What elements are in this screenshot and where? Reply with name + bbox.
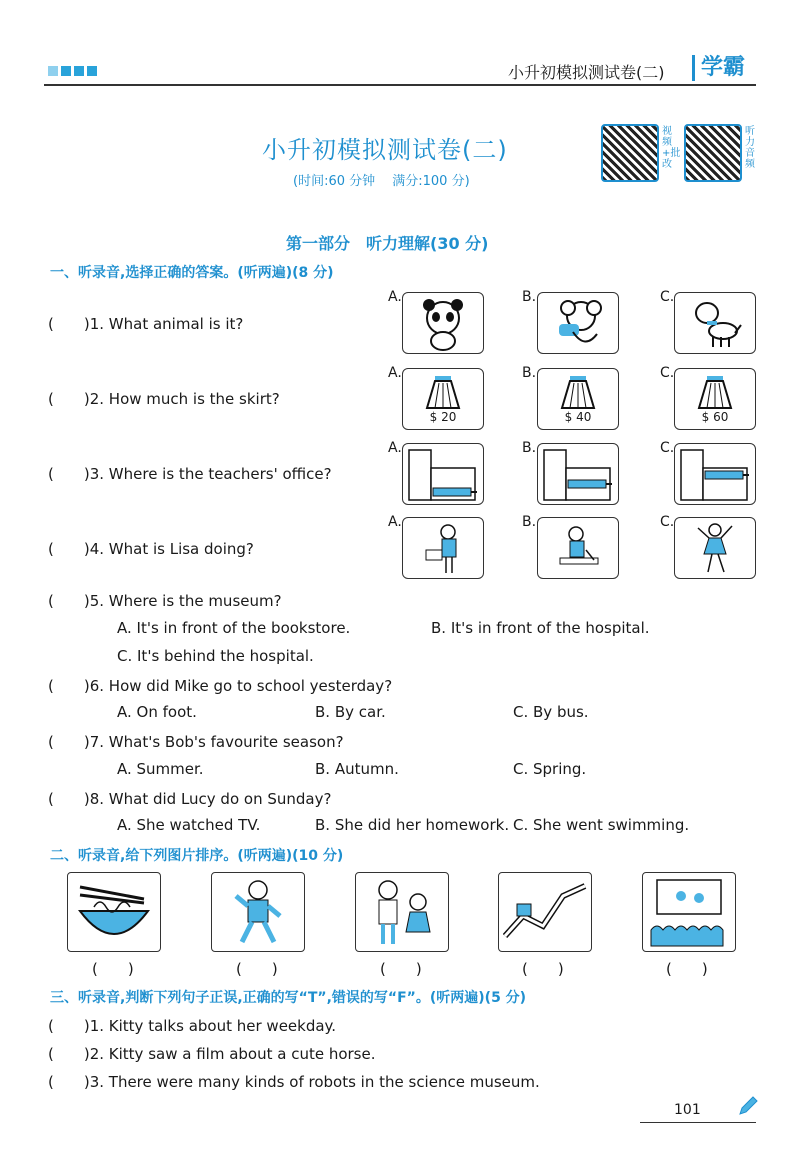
page-subtitle: (时间:60 分钟 满分:100 分) [293, 174, 470, 189]
section-3-heading: 三、听录音,判断下列句子正误,正确的写“T”,错误的写“F”。(听两遍)(5 分) [50, 990, 527, 1006]
header-divider [44, 84, 756, 86]
qr-caption-video: 视频+批改 [662, 126, 681, 170]
option-label-b: B. [522, 514, 537, 530]
option-label-a: A. [388, 289, 402, 305]
option-label-c: C. [660, 440, 675, 456]
price-label: $ 40 [564, 410, 592, 424]
question-1: ( )1. What animal is it? [48, 315, 244, 333]
page-title: 小升初模拟测试卷(二) [262, 136, 508, 164]
header-title: 小升初模拟测试卷(二) [508, 63, 665, 82]
page-number: 101 [674, 1102, 701, 1118]
option-label-b: B. [522, 440, 537, 456]
great-wall-image[interactable] [498, 872, 592, 952]
question-2: ( )2. How much is the skirt? [48, 390, 280, 408]
option-c: C. She went swimming. [513, 816, 690, 834]
answer-bracket-1[interactable]: ( ) [92, 960, 134, 978]
footer-divider [640, 1122, 756, 1123]
tf-question-1: ( )1. Kitty talks about her weekday. [48, 1017, 337, 1035]
price-label: $ 60 [701, 410, 729, 424]
option-c: C. Spring. [513, 760, 587, 778]
panda-image[interactable] [402, 292, 484, 354]
option-label-c: C. [660, 514, 675, 530]
option-label-a: A. [388, 365, 402, 381]
pencil-icon [738, 1096, 758, 1120]
option-c: C. By bus. [513, 703, 589, 721]
option-a: A. It's in front of the bookstore. [117, 619, 351, 637]
answer-bracket-2[interactable]: ( ) [236, 960, 278, 978]
building-floor-1-image[interactable] [402, 443, 484, 505]
section-2-heading: 二、听录音,给下列图片排序。(听两遍)(10 分) [50, 848, 344, 864]
option-a: A. She watched TV. [117, 816, 261, 834]
kung-fu-boy-image[interactable] [211, 872, 305, 952]
answer-bracket-5[interactable]: ( ) [666, 960, 708, 978]
option-b: B. It's in front of the hospital. [431, 619, 650, 637]
tf-question-3: ( )3. There were many kinds of robots in the science museum. [48, 1073, 540, 1091]
question-8: ( )8. What did Lucy do on Sunday? [48, 790, 332, 808]
girl-dancing-image[interactable] [674, 517, 756, 579]
option-b: B. By car. [315, 703, 386, 721]
question-6: ( )6. How did Mike go to school yesterday? [48, 677, 393, 695]
option-label-a: A. [388, 440, 402, 456]
dog-image[interactable] [674, 292, 756, 354]
boy-and-girl-image[interactable] [355, 872, 449, 952]
qr-code-audio[interactable] [684, 124, 742, 182]
qr-caption-audio: 听力音频 [745, 126, 755, 170]
answer-bracket-3[interactable]: ( ) [380, 960, 422, 978]
question-3: ( )3. Where is the teachers' office? [48, 465, 332, 483]
header-brand-logo: 学霸 [692, 55, 745, 81]
part-heading: 第一部分 听力理解(30 分) [286, 234, 489, 253]
skirt-60-image[interactable] [674, 368, 756, 430]
option-label-c: C. [660, 289, 675, 305]
answer-bracket-4[interactable]: ( ) [522, 960, 564, 978]
option-a: A. Summer. [117, 760, 204, 778]
girl-writing-image[interactable] [537, 517, 619, 579]
building-floor-3-image[interactable] [674, 443, 756, 505]
price-label: $ 20 [429, 410, 457, 424]
option-label-a: A. [388, 514, 402, 530]
option-a: A. On foot. [117, 703, 197, 721]
question-7: ( )7. What's Bob's favourite season? [48, 733, 344, 751]
question-5: ( )5. Where is the museum? [48, 592, 282, 610]
option-label-c: C. [660, 365, 675, 381]
option-b: B. Autumn. [315, 760, 399, 778]
header-decoration [48, 66, 97, 76]
option-label-b: B. [522, 365, 537, 381]
option-c: C. It's behind the hospital. [117, 647, 314, 665]
qr-code-video[interactable] [601, 124, 659, 182]
skirt-20-image[interactable] [402, 368, 484, 430]
option-b: B. She did her homework. [315, 816, 510, 834]
skirt-40-image[interactable] [537, 368, 619, 430]
cinema-image[interactable] [642, 872, 736, 952]
koala-image[interactable] [537, 292, 619, 354]
girl-cooking-image[interactable] [402, 517, 484, 579]
question-4: ( )4. What is Lisa doing? [48, 540, 254, 558]
option-label-b: B. [522, 289, 537, 305]
building-floor-2-image[interactable] [537, 443, 619, 505]
tf-question-2: ( )2. Kitty saw a film about a cute horse. [48, 1045, 376, 1063]
noodles-image[interactable] [67, 872, 161, 952]
section-1-heading: 一、听录音,选择正确的答案。(听两遍)(8 分) [50, 265, 334, 281]
